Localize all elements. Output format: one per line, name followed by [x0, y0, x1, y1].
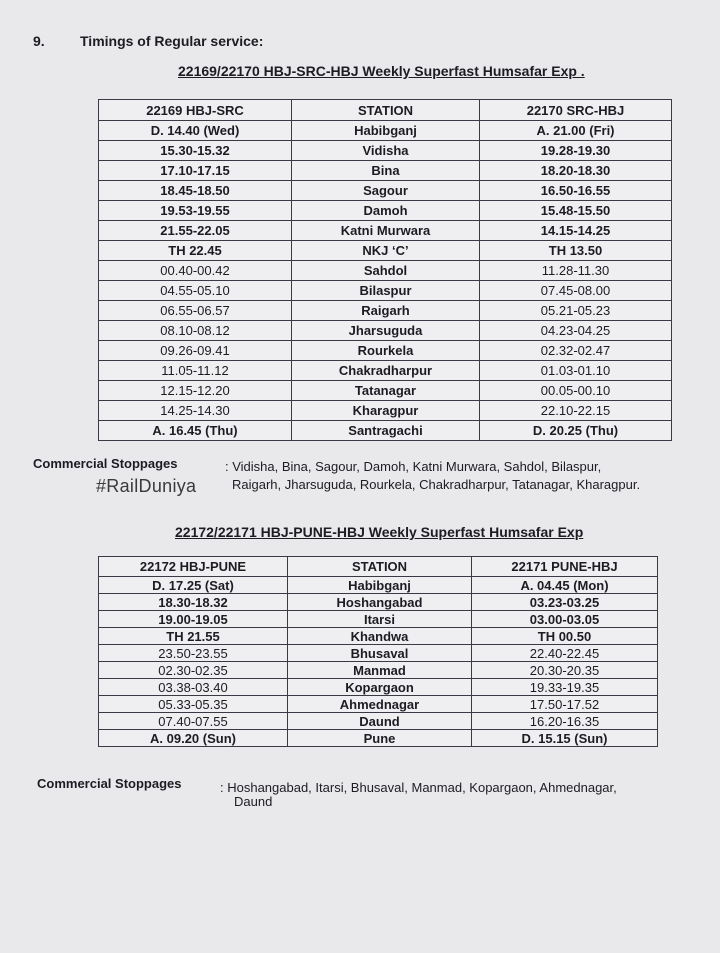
table1-row	[99, 261, 672, 281]
table1-stoppages-line2: Raigarh, Jharsuguda, Rourkela, Chakradharpur, Tatanagar, Kharagpur.	[232, 477, 641, 492]
table1-cell-station: Rourkela	[292, 341, 480, 361]
table1-cell-station: Tatanagar	[292, 381, 480, 401]
table2-cell-down-time: 05.33-05.35	[99, 696, 288, 713]
table2-cell-down-time: TH 21.55	[99, 628, 288, 645]
table1-cell-up-time: 02.32-02.47	[480, 341, 672, 361]
table1-cell-up-time: 22.10-22.15	[480, 401, 672, 421]
table2-header-row	[99, 557, 658, 577]
table1-cell-up-time: A. 21.00 (Fri)	[480, 121, 672, 141]
table1-cell-down-time: 06.55-06.57	[99, 301, 292, 321]
watermark-hashtag: #RailDuniya	[96, 476, 197, 496]
table1-cell-up-time: 11.28-11.30	[480, 261, 672, 281]
table1-cell-station: Habibganj	[292, 121, 480, 141]
table1-cell-up-time: 04.23-04.25	[480, 321, 672, 341]
table2-row	[99, 594, 658, 611]
table2-cell-up-time: 17.50-17.52	[472, 696, 658, 713]
table1-row	[99, 381, 672, 401]
table1-cell-down-time: 09.26-09.41	[99, 341, 292, 361]
table2-cell-station: Habibganj	[288, 577, 472, 594]
table1-row	[99, 361, 672, 381]
table1-row	[99, 301, 672, 321]
table1-stoppages-label: Commercial Stoppages	[33, 456, 178, 471]
table1-cell-station: Kharagpur	[292, 401, 480, 421]
table1-cell-up-time: 01.03-01.10	[480, 361, 672, 381]
table2-cell-station: Khandwa	[288, 628, 472, 645]
table1-stoppages-line1: : Vidisha, Bina, Sagour, Damoh, Katni Murwara, Sahdol, Bilaspur,	[225, 459, 602, 474]
table2-cell-up-time: 03.00-03.05	[472, 611, 658, 628]
table2-row	[99, 713, 658, 730]
table2-cell-down-time: 23.50-23.55	[99, 645, 288, 662]
table2-header-down: 22172 HBJ-PUNE	[99, 557, 288, 577]
table1-cell-up-time: 16.50-16.55	[480, 181, 672, 201]
table1-row	[99, 221, 672, 241]
table2-header-station: STATION	[288, 557, 472, 577]
table2-cell-up-time: A. 04.45 (Mon)	[472, 577, 658, 594]
table1-cell-up-time: TH 13.50	[480, 241, 672, 261]
table2-row	[99, 662, 658, 679]
table2-cell-station: Ahmednagar	[288, 696, 472, 713]
table1-cell-down-time: 17.10-17.15	[99, 161, 292, 181]
table1-cell-up-time: 15.48-15.50	[480, 201, 672, 221]
table1-cell-station: Raigarh	[292, 301, 480, 321]
table2-cell-up-time: 19.33-19.35	[472, 679, 658, 696]
table1-cell-up-time: 07.45-08.00	[480, 281, 672, 301]
table1-cell-up-time: 14.15-14.25	[480, 221, 672, 241]
table2-cell-down-time: A. 09.20 (Sun)	[99, 730, 288, 747]
table1-cell-up-time: D. 20.25 (Thu)	[480, 421, 672, 441]
table2-cell-station: Hoshangabad	[288, 594, 472, 611]
table1-row	[99, 161, 672, 181]
table1-cell-down-time: 08.10-08.12	[99, 321, 292, 341]
table2-timetable	[98, 556, 658, 747]
table1-row	[99, 201, 672, 221]
table2-cell-up-time: 20.30-20.35	[472, 662, 658, 679]
table1-header-row	[99, 100, 672, 121]
table1-cell-station: Chakradharpur	[292, 361, 480, 381]
table1-cell-down-time: 00.40-00.42	[99, 261, 292, 281]
table2-row	[99, 730, 658, 747]
table1-cell-station: Jharsuguda	[292, 321, 480, 341]
table1-cell-down-time: 19.53-19.55	[99, 201, 292, 221]
table1-cell-station: Santragachi	[292, 421, 480, 441]
table1-row	[99, 401, 672, 421]
table1-row	[99, 141, 672, 161]
table2-cell-station: Pune	[288, 730, 472, 747]
table2-cell-station: Daund	[288, 713, 472, 730]
table1-row	[99, 341, 672, 361]
table1-timetable	[98, 99, 672, 441]
table2-stoppages-line1: : Hoshangabad, Itarsi, Bhusaval, Manmad, Kopargaon, Ahmednagar,	[220, 780, 617, 795]
table1-header-station: STATION	[292, 100, 480, 121]
table1-cell-down-time: 18.45-18.50	[99, 181, 292, 201]
table1-cell-down-time: A. 16.45 (Thu)	[99, 421, 292, 441]
table1-cell-station: Bilaspur	[292, 281, 480, 301]
table1-cell-down-time: TH 22.45	[99, 241, 292, 261]
table2-cell-up-time: 22.40-22.45	[472, 645, 658, 662]
table2-cell-up-time: 16.20-16.35	[472, 713, 658, 730]
table2-stoppages-label: Commercial Stoppages	[37, 776, 182, 791]
table2-header-up: 22171 PUNE-HBJ	[472, 557, 658, 577]
table1-row	[99, 321, 672, 341]
table2-cell-station: Manmad	[288, 662, 472, 679]
table2-row	[99, 577, 658, 594]
table1-cell-down-time: 12.15-12.20	[99, 381, 292, 401]
table1-cell-down-time: 21.55-22.05	[99, 221, 292, 241]
table2-cell-up-time: D. 15.15 (Sun)	[472, 730, 658, 747]
table1-cell-station: Vidisha	[292, 141, 480, 161]
table2-row	[99, 628, 658, 645]
table2-cell-down-time: 02.30-02.35	[99, 662, 288, 679]
table1-row	[99, 241, 672, 261]
table2-cell-station: Itarsi	[288, 611, 472, 628]
table1-row	[99, 181, 672, 201]
table1-cell-up-time: 00.05-00.10	[480, 381, 672, 401]
table1-cell-down-time: 04.55-05.10	[99, 281, 292, 301]
section-number: 9.	[33, 33, 45, 49]
table2-title: 22172/22171 HBJ-PUNE-HBJ Weekly Superfast Humsafar Exp	[175, 524, 584, 540]
table1-header-down: 22169 HBJ-SRC	[99, 100, 292, 121]
table2-cell-down-time: 19.00-19.05	[99, 611, 288, 628]
table1-cell-station: Sagour	[292, 181, 480, 201]
table2-cell-down-time: 07.40-07.55	[99, 713, 288, 730]
table1-cell-station: Sahdol	[292, 261, 480, 281]
table1-title: 22169/22170 HBJ-SRC-HBJ Weekly Superfast Humsafar Exp .	[178, 63, 585, 79]
table2-cell-down-time: 18.30-18.32	[99, 594, 288, 611]
table2-cell-down-time: D. 17.25 (Sat)	[99, 577, 288, 594]
table2-cell-down-time: 03.38-03.40	[99, 679, 288, 696]
table2-cell-up-time: TH 00.50	[472, 628, 658, 645]
table1-cell-up-time: 19.28-19.30	[480, 141, 672, 161]
table2-cell-up-time: 03.23-03.25	[472, 594, 658, 611]
table2-stoppages-line2: Daund	[234, 794, 273, 809]
table1-row	[99, 281, 672, 301]
table2-row	[99, 645, 658, 662]
table1-cell-down-time: D. 14.40 (Wed)	[99, 121, 292, 141]
table1-cell-station: Bina	[292, 161, 480, 181]
table1-cell-station: Damoh	[292, 201, 480, 221]
table1-cell-down-time: 15.30-15.32	[99, 141, 292, 161]
table2-cell-station: Kopargaon	[288, 679, 472, 696]
table2-row	[99, 611, 658, 628]
table1-cell-up-time: 18.20-18.30	[480, 161, 672, 181]
table1-row	[99, 121, 672, 141]
table2-row	[99, 696, 658, 713]
table1-cell-up-time: 05.21-05.23	[480, 301, 672, 321]
table1-cell-down-time: 14.25-14.30	[99, 401, 292, 421]
table1-row	[99, 421, 672, 441]
table2-cell-station: Bhusaval	[288, 645, 472, 662]
table1-cell-down-time: 11.05-11.12	[99, 361, 292, 381]
table2-row	[99, 679, 658, 696]
table1-cell-station: NKJ ‘C’	[292, 241, 480, 261]
table1-cell-station: Katni Murwara	[292, 221, 480, 241]
section-title: Timings of Regular service:	[80, 33, 264, 49]
table1-header-up: 22170 SRC-HBJ	[480, 100, 672, 121]
